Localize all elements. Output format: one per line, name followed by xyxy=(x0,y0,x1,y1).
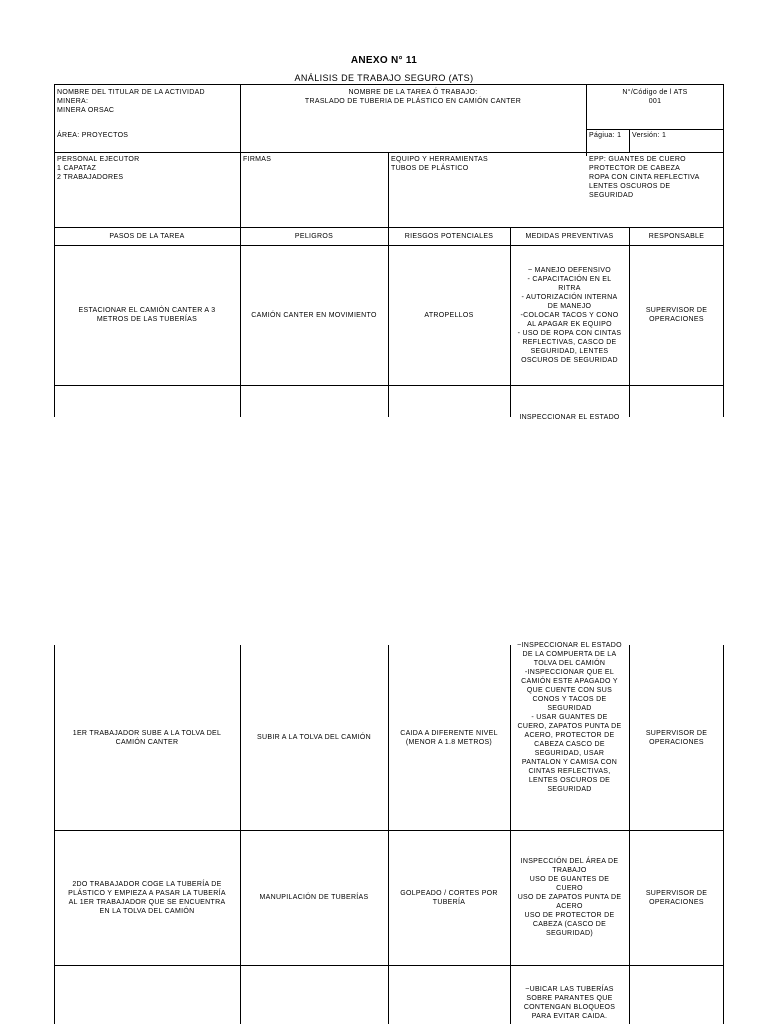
row2-responsible: SUPERVISOR DE OPERACIONES xyxy=(645,729,708,746)
row1-step: ESTACIONAR EL CAMIÓN CANTER A 3 METROS DE LAS TUBERÍAS xyxy=(78,307,216,323)
row1-hazard: CAMIÓN CANTER EN MOVIMIENTO xyxy=(251,311,377,319)
grid-line xyxy=(54,965,724,966)
row4-measures: ~UBICAR LAS TUBERÍAS SOBRE PARANTES QUE CONTENGAN BLOQUEOS PARA EVITAR CAIDA. xyxy=(523,986,616,1020)
signatures-text: FIRMAS xyxy=(243,156,272,163)
column-header-steps: PASOS DE LA TAREA xyxy=(109,232,185,240)
row3-measures: INSPECCIÓN DEL ÁREA DE TRABAJO USO DE GUANTES DE CUERO USO DE ZAPATOS PUNTA DE ACERO USO DE PROTECTOR DE CABEZA (CASCO DE SEGURIDAD) xyxy=(517,858,622,937)
row2-measures: ~INSPECCIONAR EL ESTADO DE LA COMPUERTA DE LA TOLVA DEL CAMIÓN -INSPECCIONAR QUE EL CAMIÓN ESTE APAGADO Y QUE CUENTE CON SUS CONOS Y TACOS DE SEGURIDAD - USAR GUANTES DE CUERO, ZAPATOS PUNTA DE ACERO, PROTECTOR DE CABEZA CASCO DE SEGURIDAD, USAR PANTALON Y CAMISA CON CINTAS REFLECTIVAS, LENTES OSCUROS DE SEGURIDAD xyxy=(517,642,622,793)
grid-line xyxy=(388,152,389,227)
grid-line xyxy=(586,129,724,130)
area-text: ÁREA: PROYECTOS xyxy=(57,132,129,139)
row2-step: 1ER TRABAJADOR SUBE A LA TOLVA DEL CAMIÓN CANTER xyxy=(72,729,222,746)
grid-line xyxy=(54,385,724,386)
row2-risk: CAIDA A DIFERENTE NIVEL (MENOR A 1.8 METROS) xyxy=(400,729,498,746)
ppe-text: EPP: GUANTES DE CUERO PROTECTOR DE CABEZA ROPA CON CINTA REFLECTIVA LENTES OSCUROS DE SEGURIDAD xyxy=(589,156,700,199)
grid-line xyxy=(629,129,630,152)
row1-measures: ~ MANEJO DEFENSIVO - CAPACITACIÓN EN EL RITRA - AUTORIZACIÓN INTERNA DE MANEJO -COLOCAR TACOS Y CONO AL APAGAR EK EQUIPO - USO DE ROPA CON CINTAS REFLECTIVAS, CASCO DE SEGURIDAD, LENTES OSCUROS DE SEGURIDAD xyxy=(517,266,622,364)
version-text: Versión: 1 xyxy=(632,132,667,139)
row3-responsible: SUPERVISOR DE OPERACIONES xyxy=(645,889,708,906)
document-subtitle: ANÁLISIS DE TRABAJO SEGURO (ATS) xyxy=(294,73,474,83)
row1-risk: ATROPELLOS xyxy=(424,311,474,319)
column-header-hazards: PELIGROS xyxy=(294,232,334,240)
row2-hazard: SUBIR A LA TOLVA DEL CAMIÓN xyxy=(257,734,371,741)
personnel-text: PERSONAL EJECUTOR 1 CAPATAZ 2 TRABAJADORES xyxy=(57,156,140,181)
row1-responsible: SUPERVISOR DE OPERACIONES xyxy=(645,307,708,323)
titular-text: NOMBRE DEL TITULAR DE LA ACTIVIDAD MINERA: MINERA ORSAC xyxy=(57,89,205,114)
column-header-risks: RIESGOS POTENCIALES xyxy=(404,232,494,240)
row3-hazard: MANUPILACIÓN DE TUBERÍAS xyxy=(259,894,369,901)
row3-step: 2DO TRABAJADOR COGE LA TUBERÍA DE PLÁSTICO Y EMPIEZA A PASAR LA TUBERÍA AL 1ER TRABAJADOR QUE SE ENCUENTRA EN LA TOLVA DEL CAMIÓN xyxy=(68,880,226,915)
page-number-text: Págiua: 1 xyxy=(589,132,622,139)
equipment-text: EQUIPO Y HERRAMIENTAS TUBOS DE PLÁSTICO xyxy=(391,156,488,172)
column-header-responsible: RESPONSABLE xyxy=(648,232,705,240)
column-header-measures: MEDIDAS PREVENTIVAS xyxy=(525,232,614,240)
document-title: ANEXO N° 11 xyxy=(350,55,418,66)
ats-code-text: N°/Código de l ATS 001 xyxy=(622,89,688,105)
task-name-text: NOMBRE DE LA TAREA Ó TRABAJO: TRASLADO DE TUBERIA DE PLÁSTICO EN CAMIÓN CANTER xyxy=(304,89,522,105)
row3-risk: GOLPEADO / CORTES POR TUBERÍA xyxy=(400,889,498,906)
row2-measures-cut: INSPECCIONAR EL ESTADO xyxy=(519,414,620,421)
grid-line xyxy=(54,152,724,153)
